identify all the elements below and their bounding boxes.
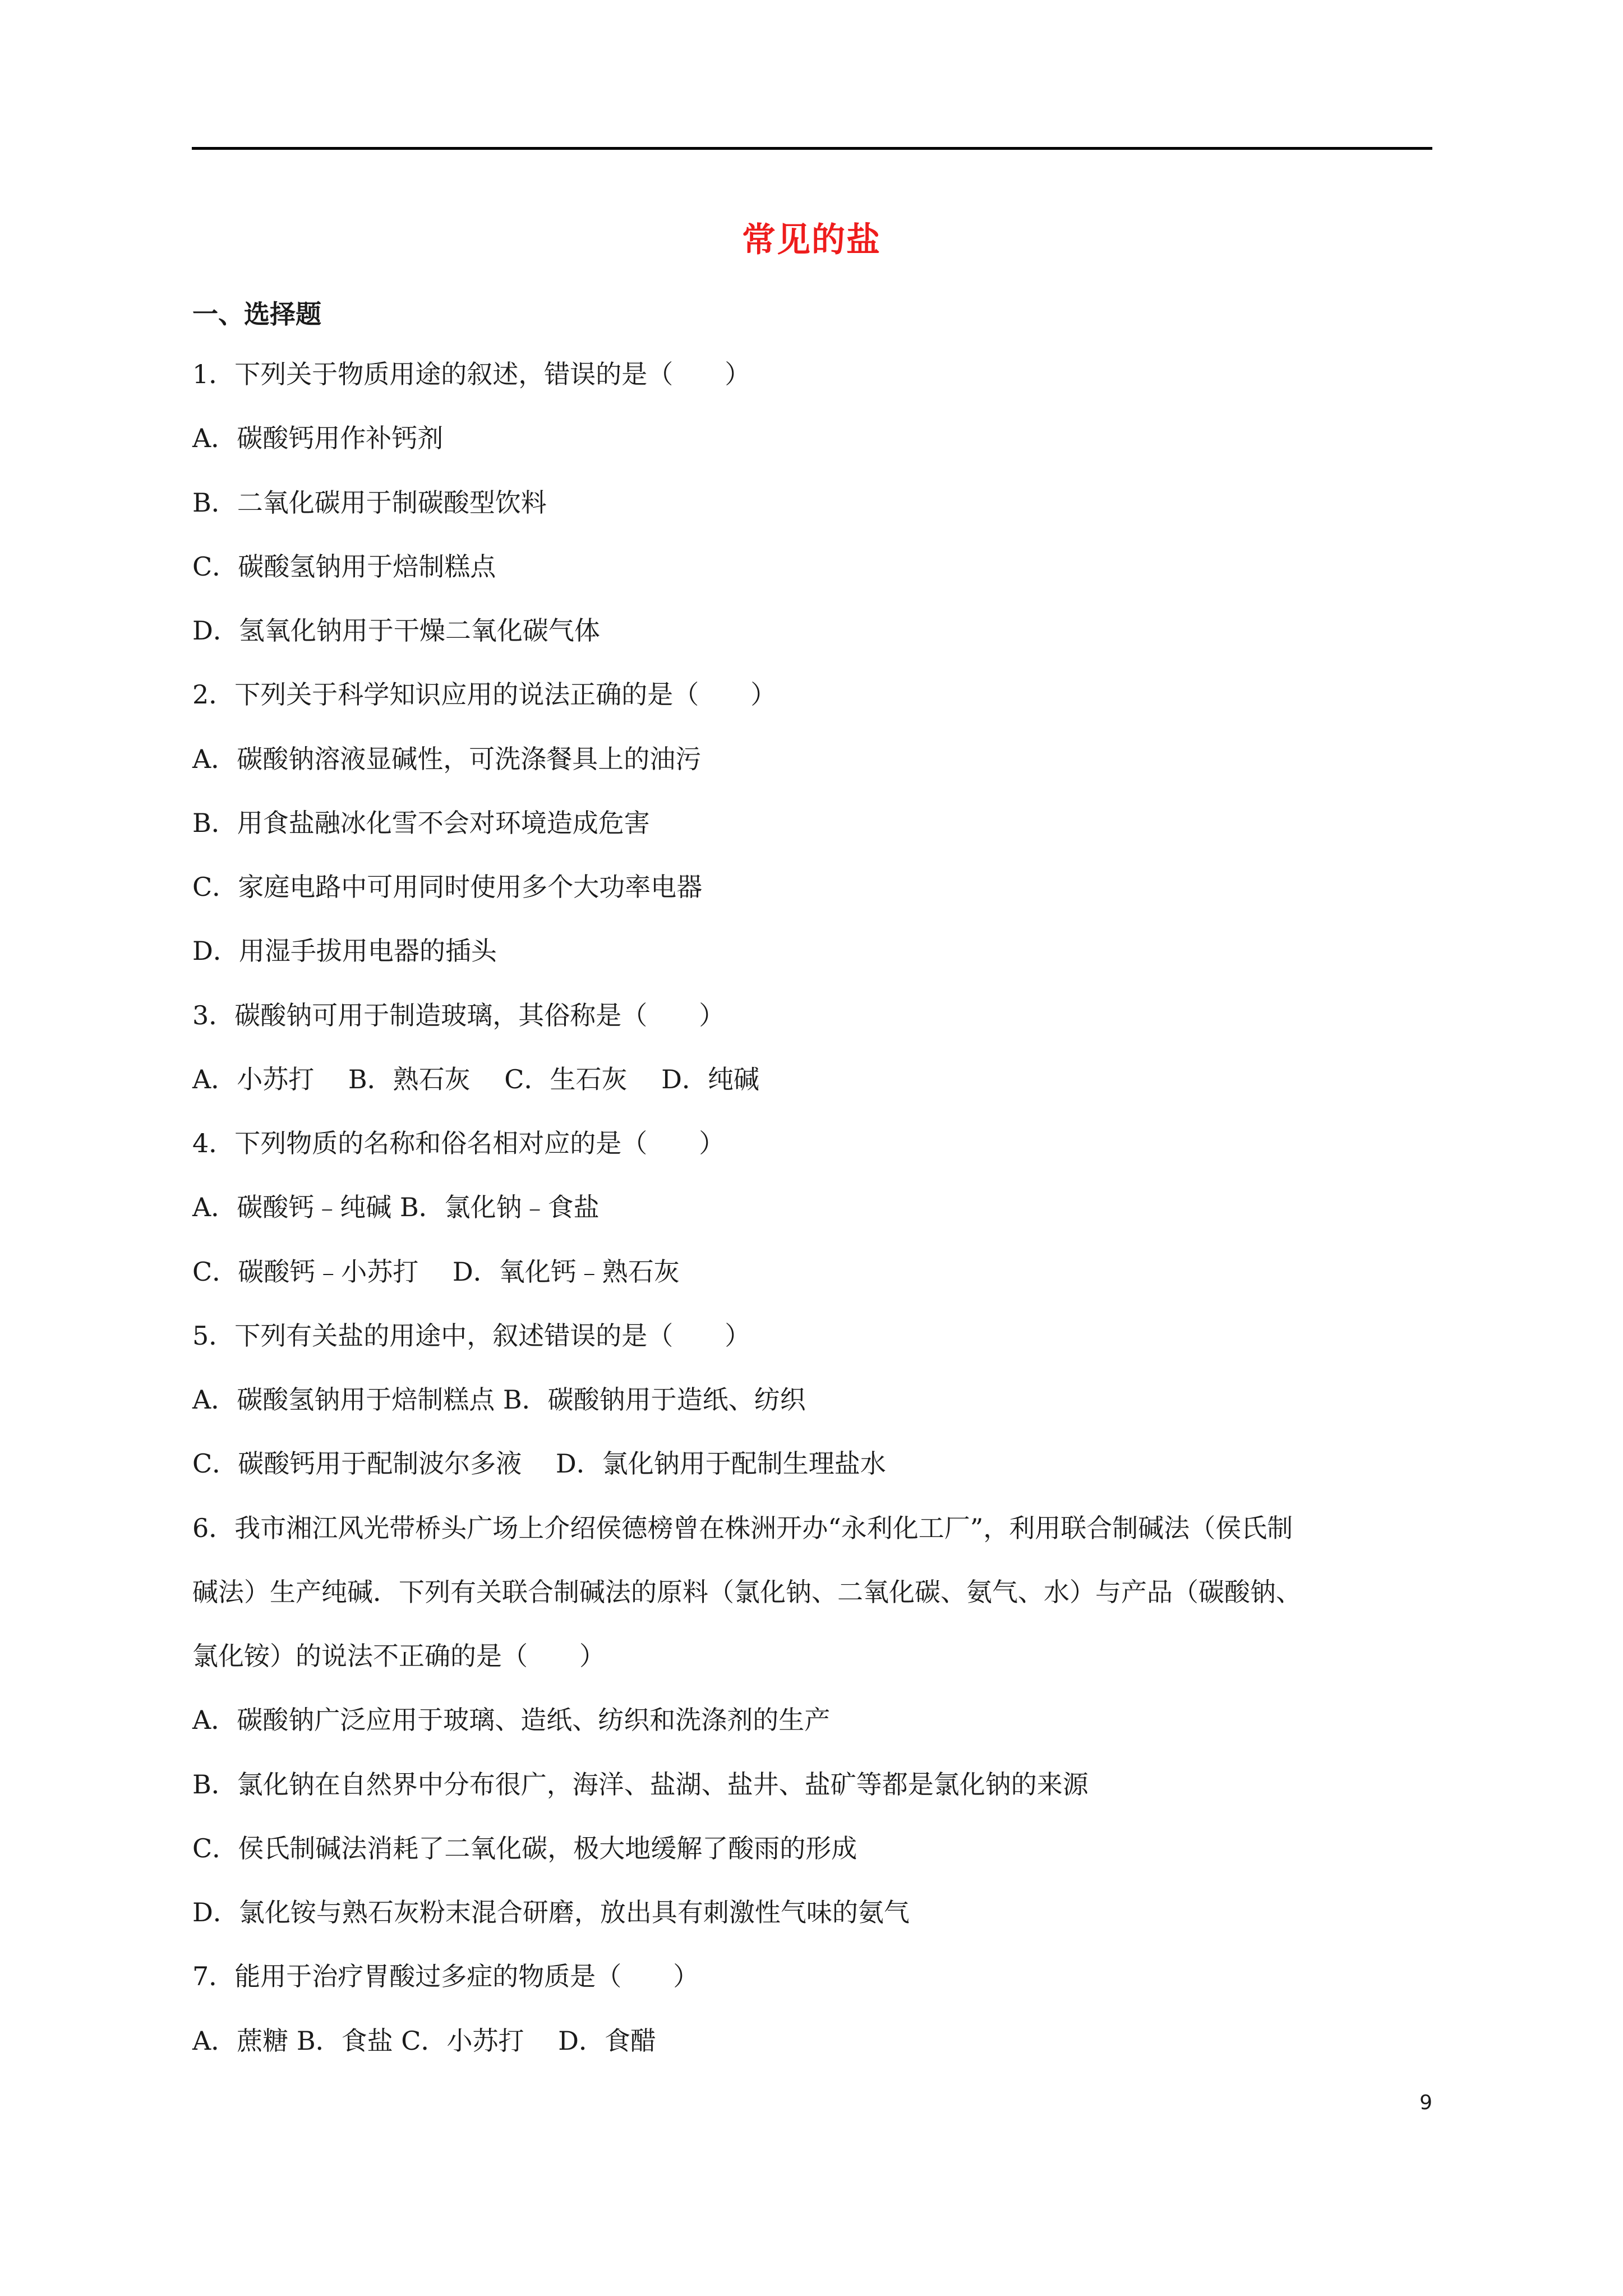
answer-option: D．氢氧化钠用于干燥二氧化碳气体 bbox=[192, 615, 600, 646]
answer-option: A．碳酸钙﹣纯碱 B．氯化钠﹣食盐 bbox=[192, 1192, 600, 1222]
answer-option: A．碳酸钙用作补钙剂 bbox=[192, 423, 444, 453]
answer-option: C．侯氏制碱法消耗了二氧化碳，极大地缓解了酸雨的形成 bbox=[192, 1833, 857, 1864]
page-number: 9 bbox=[1419, 2091, 1432, 2114]
answer-option: B．氯化钠在自然界中分布很广，海洋、盐湖、盐井、盐矿等都是氯化钠的来源 bbox=[192, 1769, 1089, 1800]
answer-option: C．家庭电路中可用同时使用多个大功率电器 bbox=[192, 872, 703, 902]
section-heading: 一、选择题 bbox=[192, 299, 321, 329]
question-stem: 3．碳酸钠可用于制造玻璃，其俗称是（ ） bbox=[192, 1000, 725, 1030]
answer-option: A．小苏打 B．熟石灰 C．生石灰 D．纯碱 bbox=[192, 1064, 759, 1094]
question-stem: 5．下列有关盐的用途中，叙述错误的是（ ） bbox=[192, 1320, 751, 1351]
question-stem: 2．下列关于科学知识应用的说法正确的是（ ） bbox=[192, 679, 777, 710]
header-rule bbox=[192, 147, 1432, 150]
answer-option: A．碳酸氢钠用于焙制糕点 B．碳酸钠用于造纸、纺织 bbox=[192, 1384, 806, 1415]
question-stem: 4．下列物质的名称和俗名相对应的是（ ） bbox=[192, 1128, 725, 1158]
question-stem: 6．我市湘江风光带桥头广场上介绍侯德榜曾在株洲开办“永利化工厂”，利用联合制碱法（侯氏制 bbox=[192, 1513, 1293, 1543]
answer-option: D．用湿手拔用电器的插头 bbox=[192, 936, 497, 966]
answer-option: A．碳酸钠广泛应用于玻璃、造纸、纺织和洗涤剂的生产 bbox=[192, 1705, 831, 1735]
answer-option: C．碳酸钙用于配制波尔多液 D．氯化钠用于配制生理盐水 bbox=[192, 1448, 886, 1479]
question-stem: 氯化铵）的说法不正确的是（ ） bbox=[192, 1641, 605, 1671]
answer-option: B．二氧化碳用于制碳酸型饮料 bbox=[192, 487, 547, 518]
question-stem: 1．下列关于物质用途的叙述，错误的是（ ） bbox=[192, 359, 751, 389]
answer-option: D．氯化铵与熟石灰粉末混合研磨，放出具有刺激性气味的氨气 bbox=[192, 1897, 910, 1927]
answer-option: C．碳酸钙﹣小苏打 D．氧化钙﹣熟石灰 bbox=[192, 1257, 680, 1287]
answer-option: A．碳酸钠溶液显碱性，可洗涤餐具上的油污 bbox=[192, 744, 702, 774]
question-stem: 7．能用于治疗胃酸过多症的物质是（ ） bbox=[192, 1961, 699, 1991]
page-title: 常见的盐 bbox=[742, 220, 881, 260]
answer-option: C．碳酸氢钠用于焙制糕点 bbox=[192, 551, 496, 582]
question-stem: 碱法）生产纯碱．下列有关联合制碱法的原料（氯化钠、二氧化碳、氨气、水）与产品（碳酸钠、 bbox=[192, 1577, 1302, 1607]
answer-option: B．用食盐融冰化雪不会对环境造成危害 bbox=[192, 808, 650, 838]
answer-option: A．蔗糖 B．食盐 C．小苏打 D．食醋 bbox=[192, 2026, 656, 2056]
